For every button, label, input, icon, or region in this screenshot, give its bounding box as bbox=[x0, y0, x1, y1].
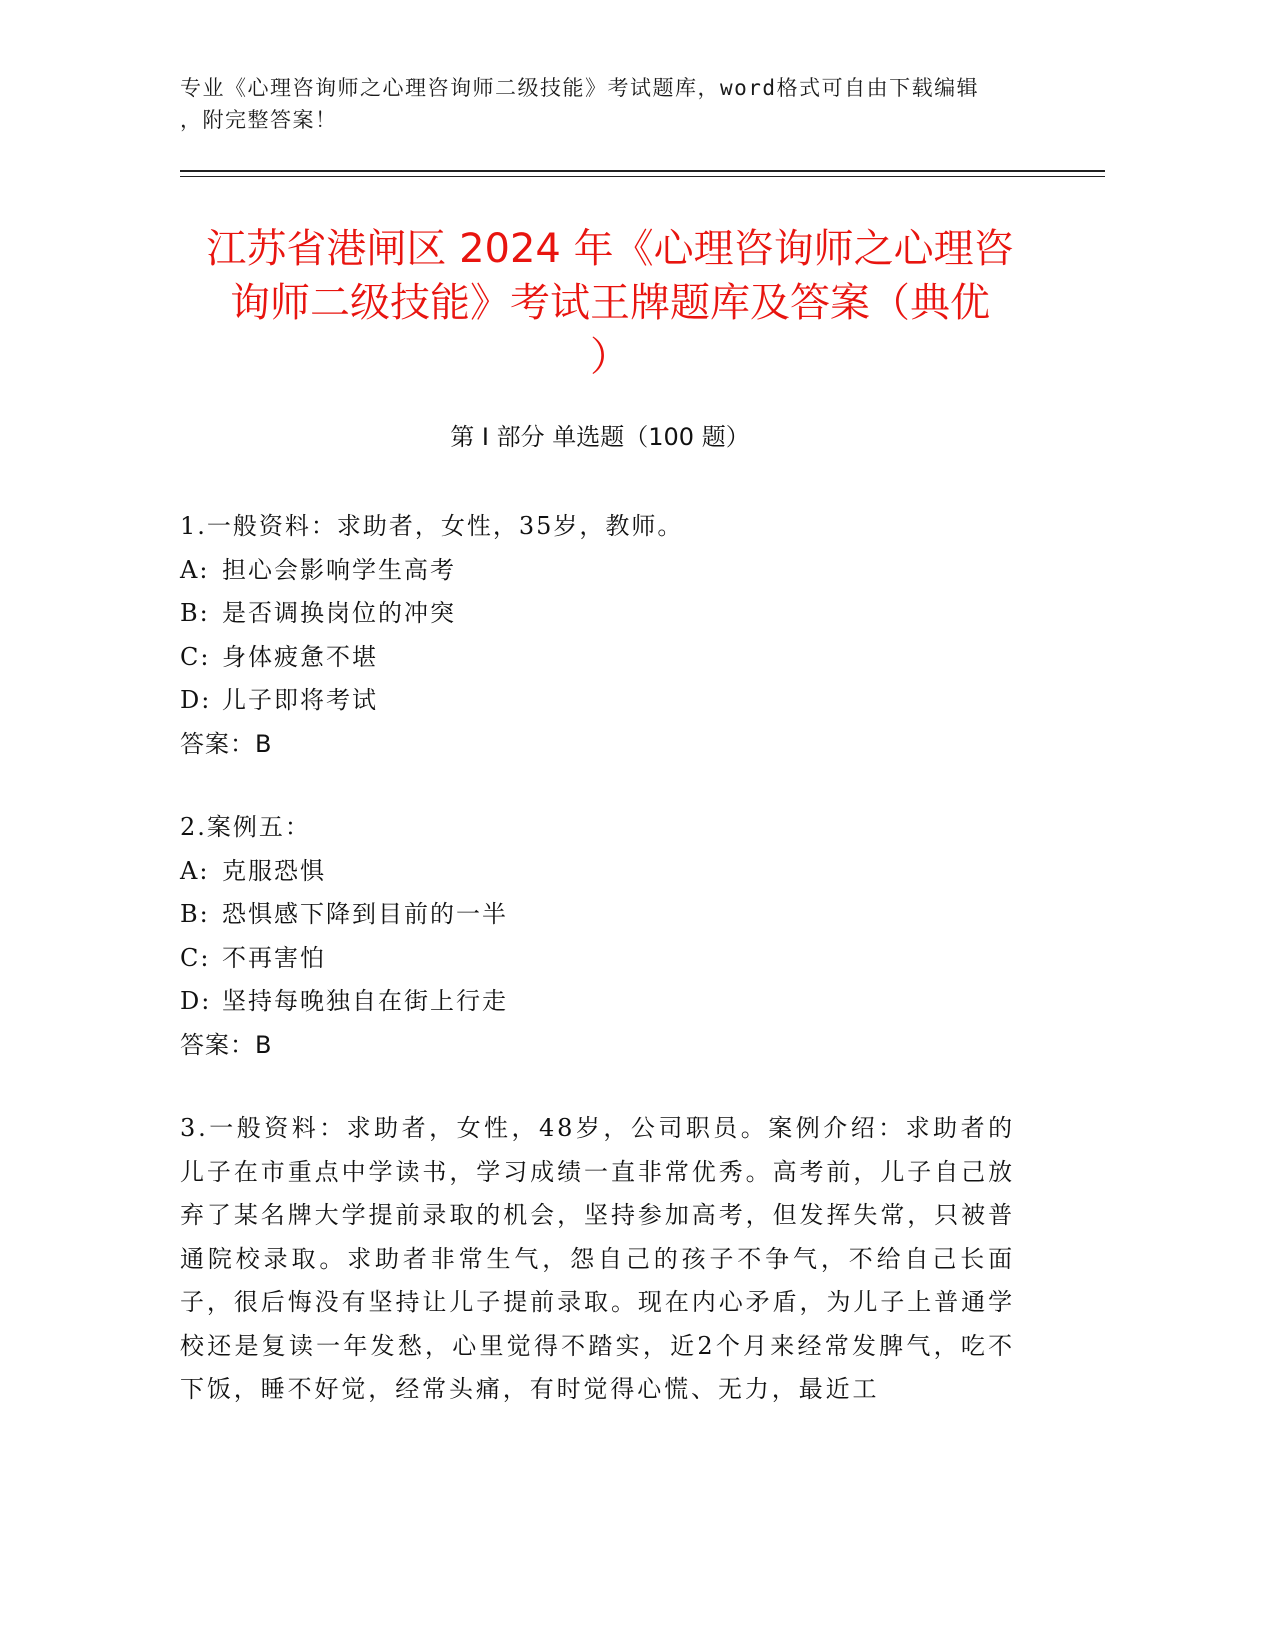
option-d bbox=[180, 679, 1030, 723]
answer-line: 答案：B bbox=[180, 729, 273, 758]
question-stem: 2.案例五： bbox=[180, 813, 311, 841]
option-text: 不再害怕 bbox=[222, 943, 326, 972]
header-note-line-1: 专业《心理咨询师之心理咨询师二级技能》考试题库，word格式可自由下载编辑 bbox=[180, 76, 980, 100]
header-note-line-2: ，附完整答案！ bbox=[180, 108, 338, 132]
question-1 bbox=[180, 505, 1030, 766]
document-title-line-3: ） bbox=[590, 334, 630, 380]
option-b bbox=[180, 592, 1030, 636]
question-list bbox=[180, 505, 1030, 1452]
option-b bbox=[180, 893, 1030, 937]
option-c bbox=[180, 937, 1030, 981]
option-key: B: bbox=[180, 599, 210, 627]
option-key: A: bbox=[180, 555, 210, 584]
option-key: C: bbox=[180, 943, 211, 972]
header-rule-thick bbox=[180, 170, 1105, 172]
document-title bbox=[170, 222, 1050, 384]
option-text: 身体疲惫不堪 bbox=[222, 642, 378, 671]
option-a bbox=[180, 549, 1030, 593]
option-text: 担心会影响学生高考 bbox=[222, 555, 456, 584]
option-key: D: bbox=[180, 686, 212, 714]
option-text: 恐惧感下降到目前的一半 bbox=[222, 900, 508, 928]
document-title-line-2: 询师二级技能》考试王牌题库及答案（典优 bbox=[230, 280, 990, 326]
option-key: C: bbox=[180, 642, 211, 671]
document-title-line-1: 江苏省港闸区 2024 年《心理咨询师之心理咨 bbox=[206, 226, 1014, 272]
option-key: D: bbox=[180, 987, 212, 1015]
option-d bbox=[180, 980, 1030, 1024]
option-c bbox=[180, 636, 1030, 680]
question-stem: 3.一般资料：求助者，女性，48岁，公司职员。案例介绍：求助者的儿子在市重点中学读书，学习成绩一直非常优秀。高考前，儿子自己放弃了某名牌大学提前录取的机会，坚持参加高考，但发挥失常，只被普通院校录取。求助者非常生气，怨自己的孩子不争气，不给自己长面子，很后悔没有坚持让儿子提前录取。现在内心矛盾，为儿子上普通学校还是复读一年发愁，心里觉得不踏实，近2个月来经常发脾气，吃不下饭，睡不好觉，经常头痛，有时觉得心慌、无力，最近工 bbox=[180, 1114, 1015, 1403]
option-text: 是否调换岗位的冲突 bbox=[222, 599, 456, 627]
option-key: B: bbox=[180, 900, 210, 928]
question-stem: 1.一般资料：求助者，女性，35岁，教师。 bbox=[180, 512, 684, 540]
section-heading: 第 I 部分 单选题（100 题） bbox=[450, 423, 750, 451]
answer-line: 答案：B bbox=[180, 1030, 273, 1059]
option-text: 坚持每晚独自在街上行走 bbox=[222, 987, 508, 1015]
option-text: 儿子即将考试 bbox=[222, 686, 378, 714]
header-rule-thin bbox=[180, 176, 1105, 177]
question-2 bbox=[180, 806, 1030, 1067]
option-key: A: bbox=[180, 856, 210, 885]
option-text: 克服恐惧 bbox=[222, 856, 326, 885]
question-3 bbox=[180, 1107, 1030, 1412]
header-note bbox=[180, 72, 1040, 136]
option-a bbox=[180, 850, 1030, 894]
